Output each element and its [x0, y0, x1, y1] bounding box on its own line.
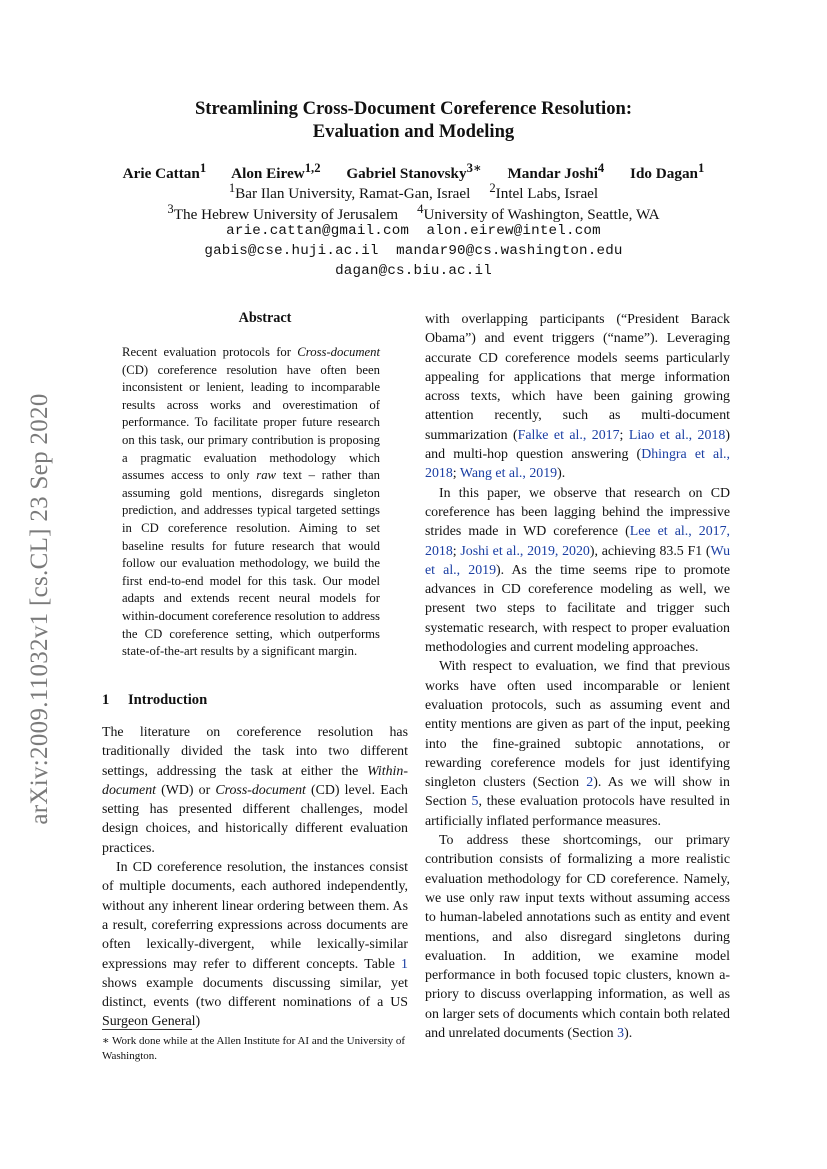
right-column — [425, 310, 730, 1043]
arxiv-identifier: arXiv:2009.11032v1 [cs.CL] 23 Sep 2020 — [26, 393, 53, 825]
paragraph-text: , these evaluation protocols have resulted in artificially inflated performance measures. — [425, 794, 730, 829]
abstract-heading: Abstract — [238, 310, 292, 326]
paragraph — [425, 310, 730, 484]
affiliation-mark: 1 — [228, 181, 236, 195]
citation-link[interactable]: Wang et al., 2019 — [459, 466, 558, 482]
affiliation: Bar Ilan University, Ramat-Gan, Israel — [235, 185, 471, 203]
paragraph-text: (WD) or — [156, 782, 216, 798]
affiliation: University of Washington, Seattle, WA — [423, 206, 660, 224]
title-line-2: Evaluation and Modeling — [312, 121, 515, 142]
citation-link[interactable]: Dhingra et al., 2018 — [425, 447, 730, 482]
paragraph-text: shows example documents discussing similar, yet distinct, events (two different nominations of a US Surgeon General) — [102, 975, 408, 1030]
section-reference-link[interactable]: 2 — [586, 775, 594, 791]
paragraph — [425, 657, 730, 831]
section-reference-link[interactable]: 5 — [471, 794, 479, 810]
citation-link[interactable]: Joshi et al., 2019, 2020 — [460, 543, 590, 559]
footnote: ∗ Work done while at the Allen Institute for AI and the University of Washington. — [102, 1035, 406, 1062]
paragraph-text: With respect to evaluation, we find that previous works have often used incomparable or lenient evaluation protocols, such as assuming event and entity mentions are given as part of the input, peeking into the fine-grained subtopic annotations, or rewarding coreference models for just identifying singleton clusters (Section — [425, 659, 730, 791]
paragraph-text: ). — [557, 466, 566, 482]
table-reference-link[interactable]: 1 — [401, 956, 408, 972]
paper-title — [0, 97, 827, 143]
section-number: 1 — [102, 692, 110, 708]
abstract-text: (CD) coreference resolution have often been inconsistent or lenient, leading to incomparable results across works and overestimation of performance. To facilitate proper future research on this task, our primary contribution is proposing a pragmatic evaluation methodology which assumes access to only — [122, 362, 380, 483]
abstract-body — [122, 344, 380, 661]
author-affiliation-mark: 4 — [597, 161, 605, 175]
abstract-emphasis: Cross-document — [297, 345, 380, 359]
paragraph-text: In CD coreference resolution, the instances consist of multiple documents, each authored independently, without any inherent linear ordering between them. As a result, coreferring expressions across documents are often lexically-divergent, while lexically-similar expressions may refer to different concepts. Table — [102, 860, 408, 972]
citation-link[interactable]: Liao et al., 2018 — [628, 427, 726, 443]
paragraph-text: ), achieving 83.5 F1 ( — [589, 543, 711, 559]
email-line-2[interactable]: gabis@cse.huji.ac.il mandar90@cs.washington.edu — [204, 243, 623, 259]
paragraph-text: To address these shortcomings, our primary contribution consists of formalizing a more realistic evaluation methodology for CD coreference. Namely, we use only raw input texts without assuming access to human-labeled annotations such as entity and event mentions, and also disregard singletons during evaluation. In addition, we examine model performance in both focused topic clusters, known a-priory to discuss overlapping information, as well as on larger sets of documents which contain both related and unrelated documents (Section — [425, 833, 730, 1041]
abstract-text: Recent evaluation protocols for — [122, 345, 298, 359]
paragraph-text: ). As the time seems ripe to promote advances in CD coreference modeling as well, we present two steps to facilitate and trigger such systematic research, with respect to proper evaluation methodologies and current modeling approaches. — [425, 562, 730, 656]
email-line-3[interactable]: dagan@cs.biu.ac.il — [335, 263, 492, 279]
affiliation-mark: 3 — [167, 202, 174, 216]
author-name: Arie Cattan — [122, 165, 200, 183]
separator: ; — [452, 543, 461, 559]
paragraph — [425, 484, 730, 658]
paragraph — [102, 858, 408, 1032]
section-reference-link[interactable]: 3 — [617, 1025, 625, 1041]
author-name: Mandar Joshi — [507, 165, 598, 183]
author-name: Alon Eirew — [231, 165, 305, 183]
citation-link[interactable]: Wu et al., 2019 — [425, 543, 731, 578]
author-affiliation-mark: 1 — [199, 161, 207, 175]
emphasis: Within-document — [102, 763, 408, 798]
affiliation: The Hebrew University of Jerusalem — [173, 206, 399, 224]
separator: ; — [619, 427, 629, 443]
paragraph-text: (CD) level. Each setting has presented different challenges, model design choices, and historically different evaluation practices. — [102, 782, 408, 856]
separator: ; — [452, 466, 460, 482]
author-name: Gabriel Stanovsky — [346, 165, 467, 183]
citation-link[interactable]: Lee et al., 2017, 2018 — [425, 524, 731, 559]
affiliation-mark: 2 — [489, 181, 496, 195]
affiliation: Intel Labs, Israel — [495, 185, 599, 203]
paragraph-text: In this paper, we observe that research on CD coreference has been lagging behind the impressive strides made in WD coreference ( — [425, 485, 730, 540]
paragraph-text: with overlapping participants (“President Barack Obama”) and event triggers (“name”). Leveraging accurate CD coreference models seems particularly appealing for applications that merge information across texts, which have been gaining growing attention recently, such as multi-document summarization ( — [425, 312, 730, 443]
abstract-text: text – rather than assuming gold mentions, disregards singleton prediction, and addresses typical targeted settings in CD coreference resolution. Aiming to set baseline results for future research that would follow our evaluation methodology, we build the first end-to-end model for this task. Our model adapts and extends recent neural models for within-document coreference resolution to address the CD coreference setting, which outperforms state-of-the-art results by a significant margin. — [122, 468, 380, 659]
paragraph-text: ). As we will show in Section — [425, 775, 730, 810]
citation-link[interactable]: Falke et al., 2017 — [517, 427, 620, 443]
paragraph-text: ) and multi-hop question answering ( — [425, 427, 730, 463]
author-affiliation-mark: 3∗ — [466, 161, 482, 175]
section-title: Introduction — [128, 692, 208, 708]
paragraph-text: ). — [624, 1025, 633, 1041]
title-line-1: Streamlining Cross-Document Coreference Resolution: — [194, 98, 633, 119]
left-column — [102, 723, 408, 1032]
author-affiliation-mark: 1,2 — [304, 161, 321, 175]
paragraph — [102, 723, 408, 858]
section-heading-introduction — [102, 692, 207, 709]
email-line-1[interactable]: arie.cattan@gmail.com alon.eirew@intel.com — [226, 223, 601, 239]
paragraph-text: The literature on coreference resolution has traditionally divided the task into two different settings, addressing the task at either the — [102, 725, 408, 779]
emphasis: Cross-document — [215, 782, 306, 798]
author-name: Ido Dagan — [630, 165, 698, 183]
affiliation-mark: 4 — [417, 202, 424, 216]
paragraph — [425, 831, 730, 1043]
abstract-emphasis: raw — [256, 468, 277, 483]
footnote-rule — [102, 1029, 192, 1030]
author-affiliation-mark: 1 — [698, 161, 705, 175]
